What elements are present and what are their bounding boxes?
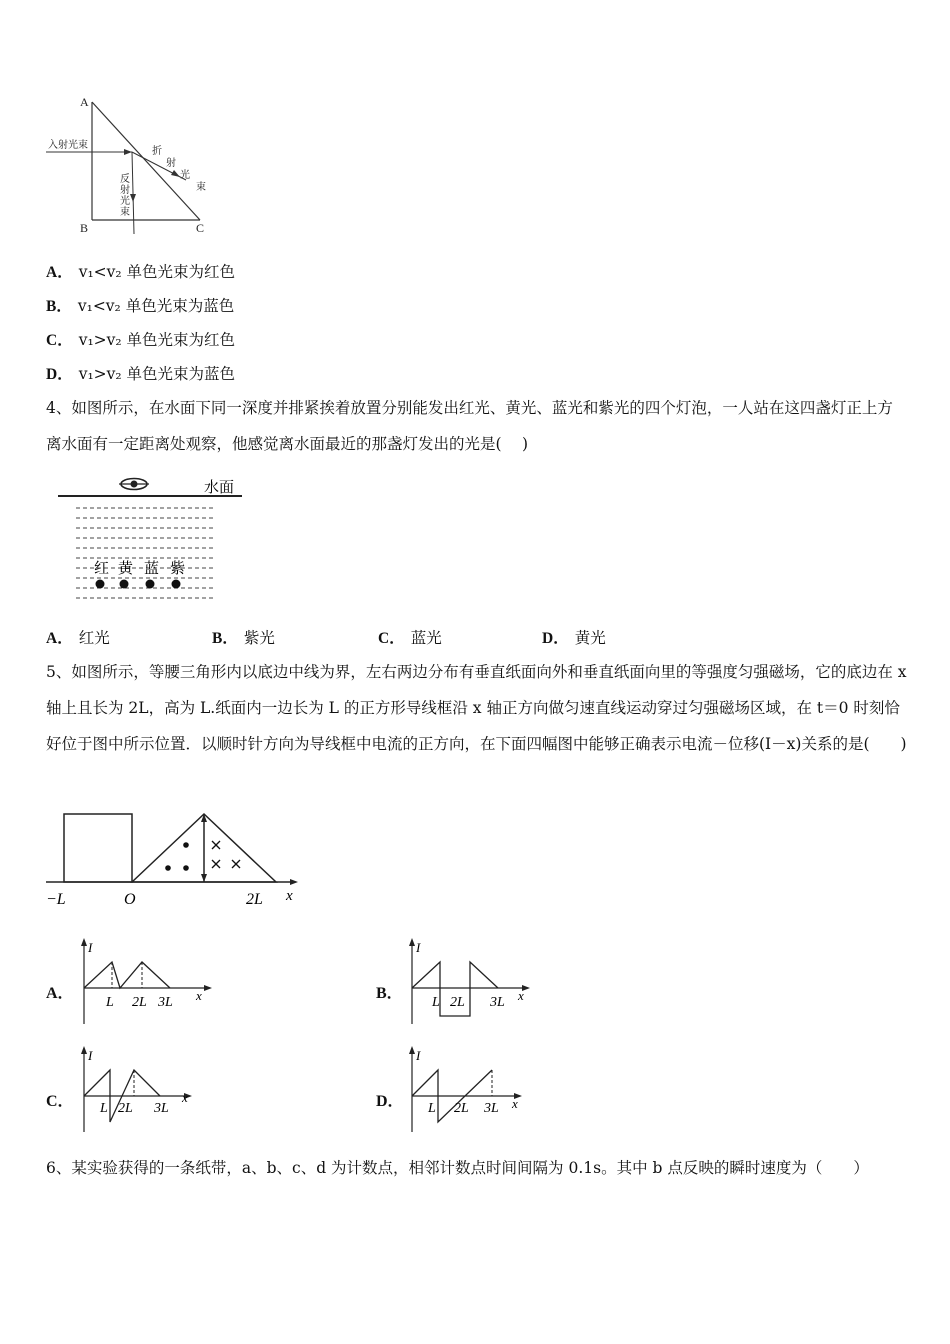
q5-option-b[interactable]: B． [376,985,403,1002]
bulb-label-yellow: 黄 [118,561,134,577]
q3-option-a[interactable]: A． v₁<v₂ 单色光束为红色 [46,263,236,281]
refracted-label-2: 射 [166,158,176,169]
bulb-red [96,580,105,589]
label-neg-L: −L [46,891,66,908]
graph-a-I-label: I [88,940,93,955]
bulb-label-blue: 蓝 [144,561,160,577]
q3-option-c[interactable]: C． v₁>v₂ 单色光束为红色 [46,331,236,349]
graph-d [400,1046,550,1138]
q5-option-d[interactable]: D． [376,1093,404,1110]
graph-c-2L-label: 2L [118,1101,133,1116]
label-x-axis: x [286,888,293,904]
q4-option-c[interactable]: C． 蓝光 [378,629,442,647]
prism-figure [40,92,220,242]
graph-b-x-label: x [518,988,524,1003]
q4-option-a[interactable]: A． 红光 [46,629,110,647]
graph-b-3L-label: 3L [490,995,505,1010]
graph-d-I-label: I [416,1048,421,1063]
reflected-label-1: 反 [120,174,130,185]
graph-b-I-label: I [416,940,421,955]
bulb-purple [172,580,181,589]
graph-a-x-label: x [196,988,202,1003]
graph-c-3L-label: 3L [154,1101,169,1116]
q3-option-b[interactable]: B． v₁<v₂ 单色光束为蓝色 [46,297,235,315]
refracted-label-1: 折 [152,146,162,157]
graph-d-2L-label: 2L [454,1101,469,1116]
label-2L: 2L [246,891,263,908]
graph-a-3L-label: 3L [158,995,173,1010]
water-surface-label: 水面 [204,480,235,496]
bulb-label-red: 红 [94,561,110,577]
graph-a-L-label: L [106,995,114,1010]
graph-a [72,938,222,1030]
square-loop [64,814,132,882]
bulb-blue [146,580,155,589]
graph-c [72,1046,222,1138]
graph-d-3L-label: 3L [484,1101,499,1116]
graph-a-2L-label: 2L [132,995,147,1010]
graph-d-x-label: x [512,1096,518,1111]
q5-option-c[interactable]: C． [46,1093,74,1110]
graph-c-I-label: I [88,1048,93,1063]
q5-option-a[interactable]: A． [46,985,74,1002]
q4-option-b[interactable]: B． 紫光 [212,629,275,647]
q5-text: 5、如图所示，等腰三角形内以底边中线为界，左右两边分布有垂直纸面向外和垂直纸面向里的等强度匀强磁场，它的底边在 x 轴上且长为 2L，高为 L.纸面内一边长为 L 的正方形导线框沿 x 轴正方向做匀速直线运动穿过匀强磁场区域，在 t＝0 时刻恰好位于图中所示位置．以顺时针方向为导线框中电流的正方向，在下面四幅图中能够正确表示电流－位移(I－x)关系的是( ) [46,663,907,753]
graph-b [400,938,550,1030]
label-origin: O [124,891,136,908]
graph-d-L-label: L [428,1101,436,1116]
graph-b-2L-label: 2L [450,995,465,1010]
q6-text: 6、某实验获得的一条纸带，a、b、c、d 为计数点，相邻计数点时间间隔为 0.1s。其中 b 点反映的瞬时速度为（ ） [46,1159,869,1177]
refracted-label-4: 束 [196,182,206,193]
q4-option-d[interactable]: D． 黄光 [542,629,606,647]
graph-c-x-label: x [182,1090,188,1105]
bulb-label-purple: 紫 [170,561,186,577]
reflected-label-2: 射 [120,185,130,196]
q3-option-d[interactable]: D． v₁>v₂ 单色光束为蓝色 [46,365,236,383]
reflected-label-3: 光 [120,196,130,207]
graph-b-L-label: L [432,995,440,1010]
incident-label: 入射光束 [48,140,88,151]
label-C: C [196,221,205,235]
q4-text: 4、如图所示，在水面下同一深度并排紧挨着放置分别能发出红光、黄光、蓝光和紫光的四个灯泡，一人站在这四盏灯正上方离水面有一定距离处观察，他感觉离水面最近的那盏灯发出的光是( ) [46,399,893,453]
reflected-label-4: 束 [120,207,130,218]
magnetic-field-figure [40,808,310,913]
bulb-yellow [120,580,129,589]
label-A: A [80,95,89,109]
eye-icon [119,479,149,490]
refracted-label-3: 光 [180,170,190,181]
label-B: B [80,221,89,235]
water-figure [56,470,256,610]
graph-c-L-label: L [100,1101,108,1116]
